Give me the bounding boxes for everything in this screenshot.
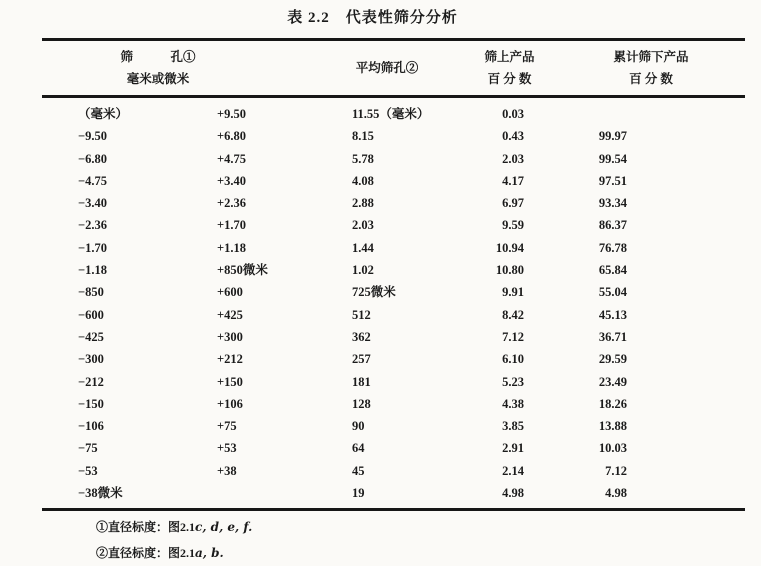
header-retained-line1: 筛上产品 <box>484 50 535 64</box>
row-filler <box>667 460 745 482</box>
cell-pct-retained: 10.80 <box>495 263 524 278</box>
cell-passing-size: −850 <box>78 285 104 300</box>
cell-pct-cum-passing: 93.34 <box>598 196 627 211</box>
cell-pct-retained: 2.14 <box>502 463 524 478</box>
table-title: 表 2.2 代表性筛分分析 <box>287 10 458 26</box>
cell-pct-retained: 6.10 <box>502 352 524 367</box>
table-row <box>42 281 745 303</box>
footnote-2 <box>96 540 252 566</box>
cell-passing-size: −6.80 <box>78 151 107 166</box>
header-avg-aperture-label: 平均筛孔② <box>355 61 419 75</box>
cell-pct-retained: 5.23 <box>502 374 524 389</box>
header-cumulative-line2: 百 分 数 <box>629 72 673 86</box>
cell-retained-size: +9.50 <box>217 107 246 121</box>
table-row <box>42 437 745 459</box>
cell-pct-cum-passing: 45.13 <box>598 307 627 322</box>
cell-passing-size: −1.70 <box>78 240 107 255</box>
table-row <box>42 237 745 259</box>
cell-pct-cum-passing: 10.03 <box>598 441 627 456</box>
cell-pct-cum-passing: 13.88 <box>598 419 627 434</box>
footnote-1-text: ①直径标度：图2.1 <box>96 520 196 534</box>
table-row <box>42 460 745 482</box>
cell-pct-retained: 4.17 <box>502 173 524 188</box>
row-filler <box>667 192 745 214</box>
cell-pct-cum-passing: 55.04 <box>598 285 627 300</box>
footnote-1 <box>96 514 252 540</box>
row-filler <box>667 125 745 147</box>
footnote-2-figure-letters: a, b. <box>195 546 224 560</box>
cell-passing-size: −212 <box>78 374 104 389</box>
footnotes <box>96 514 252 566</box>
cell-retained-size: +212 <box>217 352 243 367</box>
footnote-2-text: ②直径标度：图2.1 <box>96 546 196 560</box>
table-row <box>42 348 745 370</box>
cell-pct-retained: 8.42 <box>502 307 524 322</box>
cell-passing-size: −2.36 <box>78 218 107 233</box>
cell-retained-size: +600 <box>217 285 243 300</box>
row-filler <box>667 371 745 393</box>
cell-retained-size: +150 <box>217 374 243 389</box>
row-filler <box>667 348 745 370</box>
row-filler <box>667 326 745 348</box>
row-filler <box>667 148 745 170</box>
row-filler <box>667 437 745 459</box>
cell-avg-aperture: 128 <box>352 396 371 411</box>
cell-retained-size <box>187 482 332 504</box>
header-retained-line2: 百 分 数 <box>487 72 532 86</box>
cell-avg-aperture: 2.88 <box>352 196 374 211</box>
header-cumulative-passing-pct <box>547 41 745 95</box>
table-row <box>42 393 745 415</box>
cell-pct-retained: 10.94 <box>495 240 524 255</box>
cell-pct-retained: 2.91 <box>502 441 524 456</box>
table-row <box>42 304 745 326</box>
table-row <box>42 259 745 281</box>
cell-passing-size: −1.18 <box>78 263 107 278</box>
cell-retained-size: +1.18 <box>217 240 246 255</box>
cell-avg-aperture: 45 <box>352 463 365 478</box>
cell-retained-size: +1.70 <box>217 218 246 233</box>
cell-avg-aperture: 4.08 <box>352 173 374 188</box>
row-filler <box>667 482 745 504</box>
cell-pct-cum-passing: 4.98 <box>605 486 627 501</box>
table-row <box>42 125 745 147</box>
header-retained-pct <box>472 41 547 95</box>
cell-pct-cum-passing <box>532 103 667 125</box>
cell-passing-size: −53 <box>78 463 98 478</box>
row-filler <box>667 393 745 415</box>
table-row <box>42 482 745 504</box>
cell-retained-size: +4.75 <box>217 151 246 166</box>
cell-avg-aperture: 19 <box>352 486 365 501</box>
cell-avg-aperture: 257 <box>352 352 371 367</box>
cell-retained-size: +53 <box>217 441 237 456</box>
table-row <box>42 103 745 125</box>
cell-pct-retained: 4.98 <box>502 486 524 501</box>
cell-avg-aperture: 8.15 <box>352 129 374 144</box>
cell-avg-aperture: 725微米 <box>352 285 396 300</box>
cell-pct-cum-passing: 7.12 <box>605 463 627 478</box>
cell-passing-size: −38微米 <box>78 486 123 501</box>
row-filler <box>667 259 745 281</box>
header-sieve-aperture <box>42 41 332 95</box>
cell-pct-cum-passing: 23.49 <box>598 374 627 389</box>
cell-pct-retained: 4.38 <box>502 396 524 411</box>
cell-retained-size: +6.80 <box>217 129 246 144</box>
header-avg-aperture <box>332 41 472 95</box>
cell-avg-aperture: 1.44 <box>352 240 374 255</box>
row-filler <box>667 281 745 303</box>
cell-retained-size: +2.36 <box>217 196 246 211</box>
cell-pct-cum-passing: 86.37 <box>598 218 627 233</box>
cell-pct-retained: 0.03 <box>502 107 524 121</box>
cell-pct-retained: 3.85 <box>502 419 524 434</box>
cell-passing-size: −106 <box>78 419 104 434</box>
cell-passing-size: （毫米） <box>78 107 129 121</box>
row-filler <box>667 415 745 437</box>
cell-retained-size: +300 <box>217 329 243 344</box>
row-filler <box>667 170 745 192</box>
cell-avg-aperture: 5.78 <box>352 151 374 166</box>
cell-avg-aperture: 90 <box>352 419 365 434</box>
cell-pct-retained: 2.03 <box>502 151 524 166</box>
table-row <box>42 371 745 393</box>
cell-avg-aperture: 362 <box>352 329 371 344</box>
cell-pct-retained: 0.43 <box>502 129 524 144</box>
header-sieve-aperture-line2: 毫米或微米 <box>126 72 190 86</box>
table-row <box>42 192 745 214</box>
row-filler <box>667 103 745 125</box>
cell-avg-aperture: 1.02 <box>352 263 374 278</box>
cell-pct-retained: 7.12 <box>502 329 524 344</box>
row-filler <box>667 304 745 326</box>
cell-passing-size: −600 <box>78 307 104 322</box>
table-row <box>42 214 745 236</box>
sieve-analysis-table <box>42 38 745 511</box>
cell-pct-cum-passing: 99.97 <box>598 129 627 144</box>
cell-avg-aperture: 64 <box>352 441 365 456</box>
cell-passing-size: −425 <box>78 329 104 344</box>
table-row <box>42 415 745 437</box>
table-row <box>42 170 745 192</box>
cell-retained-size: +425 <box>217 307 243 322</box>
table-body <box>42 98 745 508</box>
footnote-1-figure-letters: c, d, e, f. <box>195 520 253 534</box>
cell-passing-size: −150 <box>78 396 104 411</box>
cell-retained-size: +850微米 <box>217 263 268 278</box>
row-filler <box>667 214 745 236</box>
cell-retained-size: +75 <box>217 419 237 434</box>
cell-pct-cum-passing: 29.59 <box>598 352 627 367</box>
cell-pct-cum-passing: 36.71 <box>598 329 627 344</box>
table-header <box>42 41 745 98</box>
cell-avg-aperture: 2.03 <box>352 218 374 233</box>
cell-passing-size: −300 <box>78 352 104 367</box>
cell-retained-size: +38 <box>217 463 237 478</box>
cell-pct-cum-passing: 18.26 <box>598 396 627 411</box>
cell-passing-size: −75 <box>78 441 98 456</box>
cell-pct-cum-passing: 97.51 <box>598 173 627 188</box>
table-row <box>42 326 745 348</box>
cell-pct-retained: 6.97 <box>502 196 524 211</box>
cell-retained-size: +106 <box>217 396 243 411</box>
cell-pct-cum-passing: 76.78 <box>598 240 627 255</box>
cell-pct-retained: 9.91 <box>502 285 524 300</box>
cell-pct-cum-passing: 65.84 <box>598 263 627 278</box>
cell-avg-aperture: 512 <box>352 307 371 322</box>
row-filler <box>667 237 745 259</box>
table-row <box>42 148 745 170</box>
cell-pct-retained: 9.59 <box>502 218 524 233</box>
cell-passing-size: −4.75 <box>78 173 107 188</box>
cell-avg-aperture: 181 <box>352 374 371 389</box>
cell-avg-aperture: 11.55（毫米） <box>352 107 430 121</box>
header-sieve-aperture-line1: 筛 孔① <box>120 50 196 64</box>
cell-passing-size: −3.40 <box>78 196 107 211</box>
header-cumulative-line1: 累计筛下产品 <box>613 50 689 64</box>
cell-pct-cum-passing: 99.54 <box>598 151 627 166</box>
cell-passing-size: −9.50 <box>78 129 107 144</box>
cell-retained-size: +3.40 <box>217 173 246 188</box>
